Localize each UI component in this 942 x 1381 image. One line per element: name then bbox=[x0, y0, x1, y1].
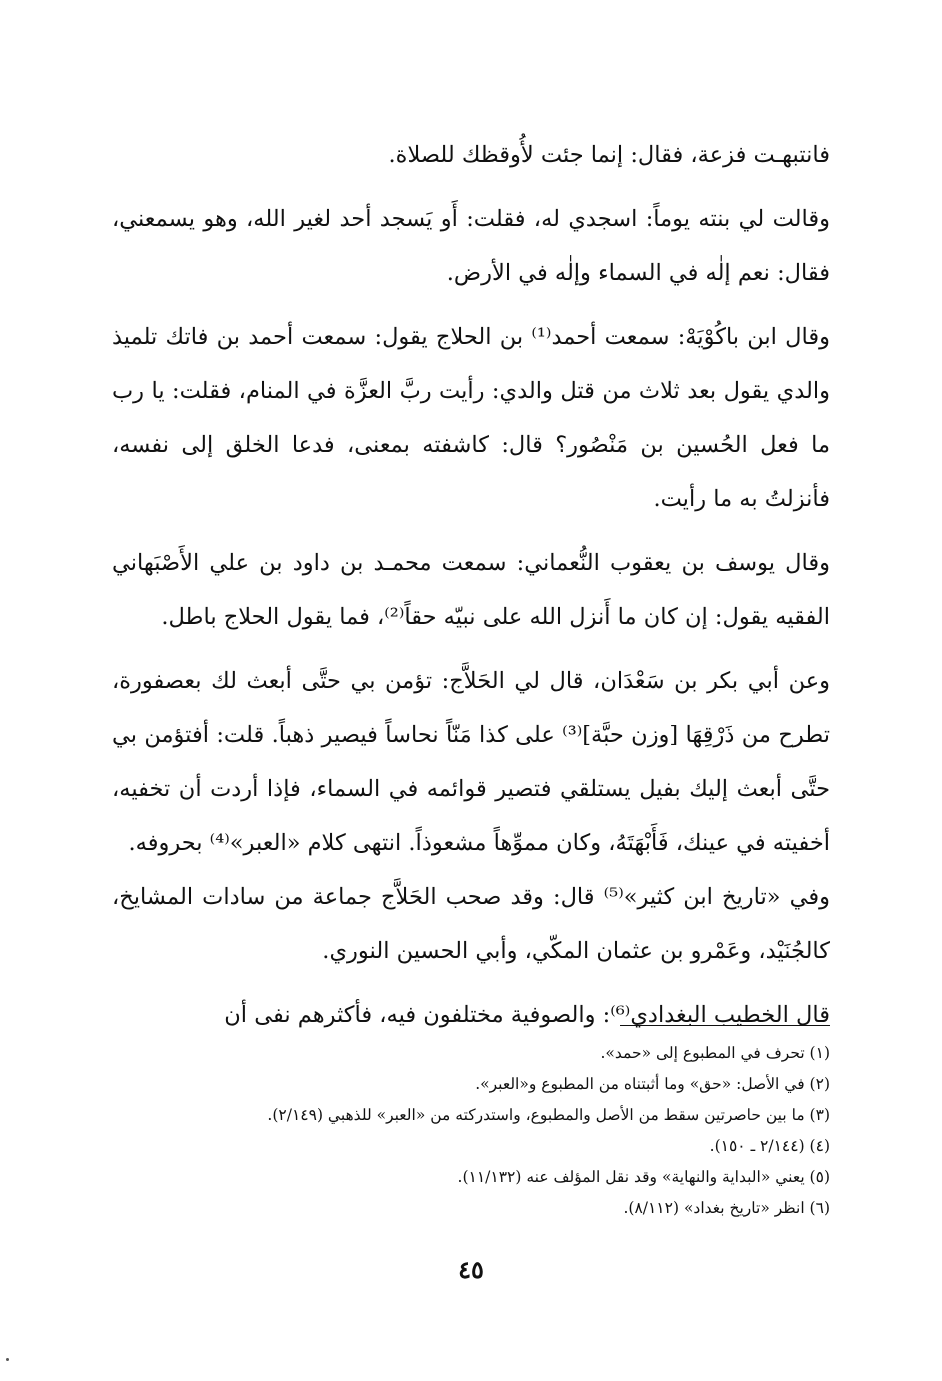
scan-speck bbox=[6, 1358, 9, 1361]
paragraph-3: وقال ابن باكُوْيَهْ: سمعت أحمد⁽¹⁾ بن الحلاج يقول: سمعت أحمد بن فاتك تلميذ والدي يقول بعد ثلاث من قتل والدي: رأيت ربَّ العزَّة في المنام، فقلت: يا رب ما فعل الحُسين بن مَنْصُور؟ قال: كاشفته بمعنى، فدعا الخلق إلى نفسه، فأنزلتُ به ما رأيت. bbox=[112, 324, 830, 512]
footnotes bbox=[112, 1038, 830, 1224]
footnote-2: (٢) في الأصل: «حق» وما أثبتناه من المطبوع و«العبر». bbox=[475, 1075, 830, 1093]
paragraph-1: فانتبهـت فزعة، فقال: إنما جئت لأُوقظك للصلاة. bbox=[388, 142, 830, 168]
page-number: ٤٥ bbox=[458, 1255, 484, 1284]
paragraph-5: وعن أبي بكر بن سَعْدَان، قال لي الحَلاَّج: تؤمن بي حتَّى أبعث لك بعصفورة، تطرح من ذَرْقِهَا [وزن حبَّة]⁽³⁾ على كذا مَنّاً نحاساً فيصير ذهباً. قلت: أفتؤمن بي حتَّى أبعث إليك بفيل يستلقي فتصير قوائمه في السماء، فإذا أردت أن تخفيه، أخفيته في عينك، فَأَبْهَتَهُ، وكان مموِّهاً مشعوذاً. انتهى كلام «العبر»⁽⁴⁾ بحروفه. bbox=[112, 668, 830, 856]
footnote-4: (٤) (٢/١٤٤ ـ ١٥٠). bbox=[709, 1137, 830, 1155]
footnote-5: (٥) يعني «البداية والنهاية» وقد نقل المؤلف عنه (١١/١٣٢). bbox=[457, 1168, 830, 1186]
paragraph-2: وقالت لي بنته يوماً: اسجدي له، فقلت: أَو يَسجد أحد لغير الله، وهو يسمعني، فقال: نعم إلٰه في السماء وإلٰه في الأرض. bbox=[112, 206, 830, 286]
paragraph-4: وقال يوسف بن يعقوب النُّعماني: سمعت محمـد بن داود بن علي الأَصْبَهاني الفقيه يقول: إن كان ما أَنزل الله على نبيّه حقاً⁽²⁾، فما يقول الحلاج باطل. bbox=[112, 550, 830, 630]
main-text bbox=[112, 128, 830, 1052]
footnote-separator bbox=[620, 1025, 830, 1026]
footnote-3: (٣) ما بين حاصرتين سقط من الأصل والمطبوع، واستدركته من «العبر» للذهبي (٢/١٤٩). bbox=[267, 1106, 830, 1124]
paragraph-6: وفي «تاريخ ابن كثير»⁽⁵⁾ قال: وقد صحب الحَلاَّج جماعة من سادات المشايخ، كالجُنَيْد، وعَمْرو بن عثمان المكّي، وأبي الحسين النوري. bbox=[112, 884, 830, 964]
footnote-1: (١) تحرف في المطبوع إلى «حمد». bbox=[600, 1044, 830, 1062]
paragraph-7: قال الخطيب البغدادي⁽⁶⁾: والصوفية مختلفون فيه، فأكثرهم نفى أن bbox=[224, 1002, 830, 1028]
footnote-6: (٦) انظر «تاريخ بغداد» (٨/١١٢). bbox=[623, 1199, 830, 1217]
